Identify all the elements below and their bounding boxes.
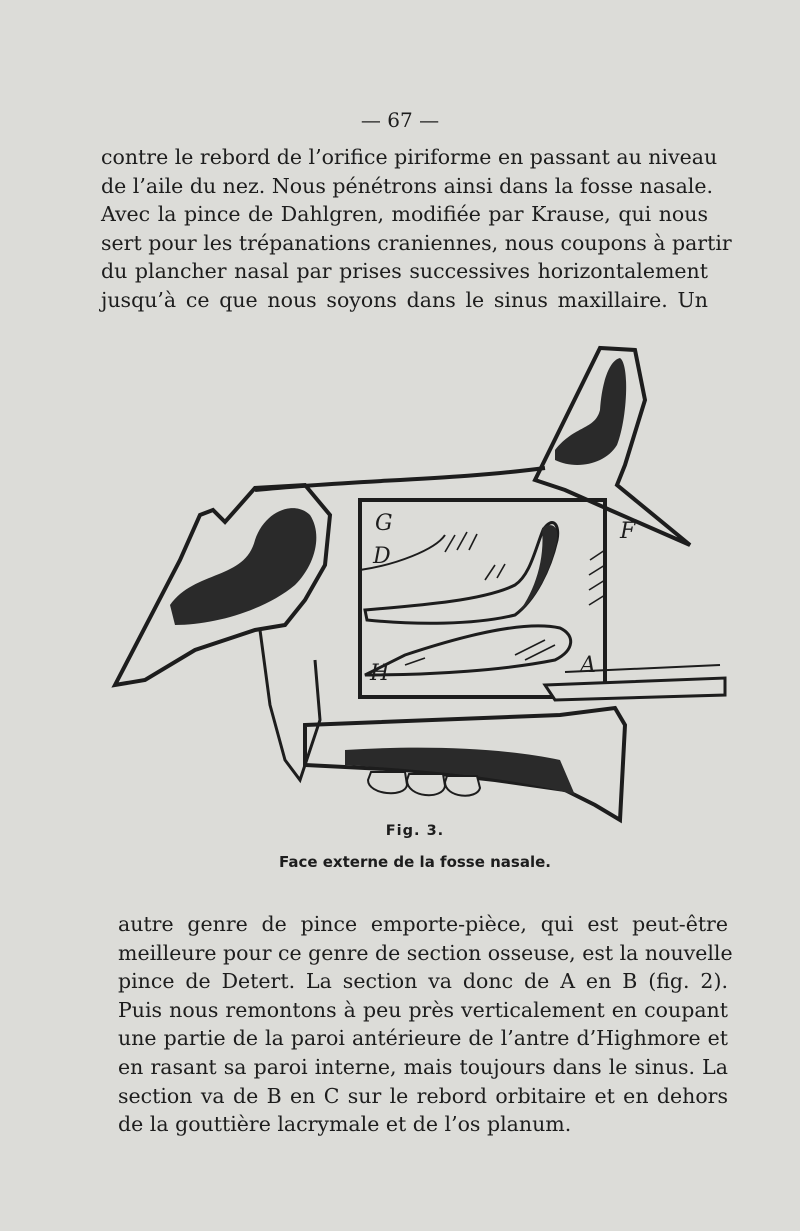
section-window <box>360 500 605 697</box>
nasal-cavity-figure <box>105 340 730 830</box>
label-d: D <box>373 544 391 569</box>
text-line: en rasant sa paroi interne, mais toujours dans le sinus. La <box>118 1054 728 1079</box>
text-line: Avec la pince de Dahlgren, modifiée par Krause, qui nous <box>101 202 708 227</box>
text-line: autre genre de pince emporte-pièce, qui est peut-être <box>118 912 728 936</box>
instrument <box>545 678 725 700</box>
figure-number: Fig. 3. <box>385 823 445 839</box>
text-line: sert pour les trépanations craniennes, nous coupons à partir <box>101 230 732 255</box>
label-h: H <box>370 661 390 686</box>
text-line: du plancher nasal par prises successives horizontalement <box>101 259 708 284</box>
text-line: une partie de la paroi antérieure de l’antre d’Highmore et <box>118 1026 728 1051</box>
paragraph-bottom <box>118 910 733 1139</box>
label-g: G <box>375 511 393 536</box>
teeth <box>368 772 480 796</box>
figure-caption: Face externe de la fosse nasale. <box>278 853 551 871</box>
label-f: F <box>620 519 636 544</box>
label-a: A <box>580 653 596 678</box>
inferior-turbinate <box>365 626 571 675</box>
text-line: section va de B en C sur le rebord orbitaire et en dehors <box>118 1083 728 1108</box>
text-line: jusqu’à ce que nous soyons dans le sinus maxillaire. Un <box>101 287 708 312</box>
middle-turbinate <box>365 523 558 624</box>
text-line: meilleure pour ce genre de section osseuse, est la nouvelle <box>118 940 733 965</box>
sphenoid-sinus <box>170 508 316 625</box>
middle-turbinate-shade <box>519 525 557 612</box>
paragraph-top <box>101 143 732 315</box>
text-line: de la gouttière lacrymale et de l’os planum. <box>118 1112 572 1137</box>
text-line: Puis nous remontons à peu près verticalement en coupant <box>118 997 728 1022</box>
text-line: contre le rebord de l’orifice piriforme en passant au niveau <box>101 145 718 169</box>
text-line: de l’aile du nez. Nous pénétrons ainsi dans la fosse nasale. <box>101 173 714 198</box>
page-number: — 67 — <box>360 108 440 132</box>
pterygoid-process <box>260 630 320 780</box>
text-line: pince de Detert. La section va donc de A en B (fig. 2). <box>118 969 728 994</box>
frontal-sinus <box>555 358 626 465</box>
